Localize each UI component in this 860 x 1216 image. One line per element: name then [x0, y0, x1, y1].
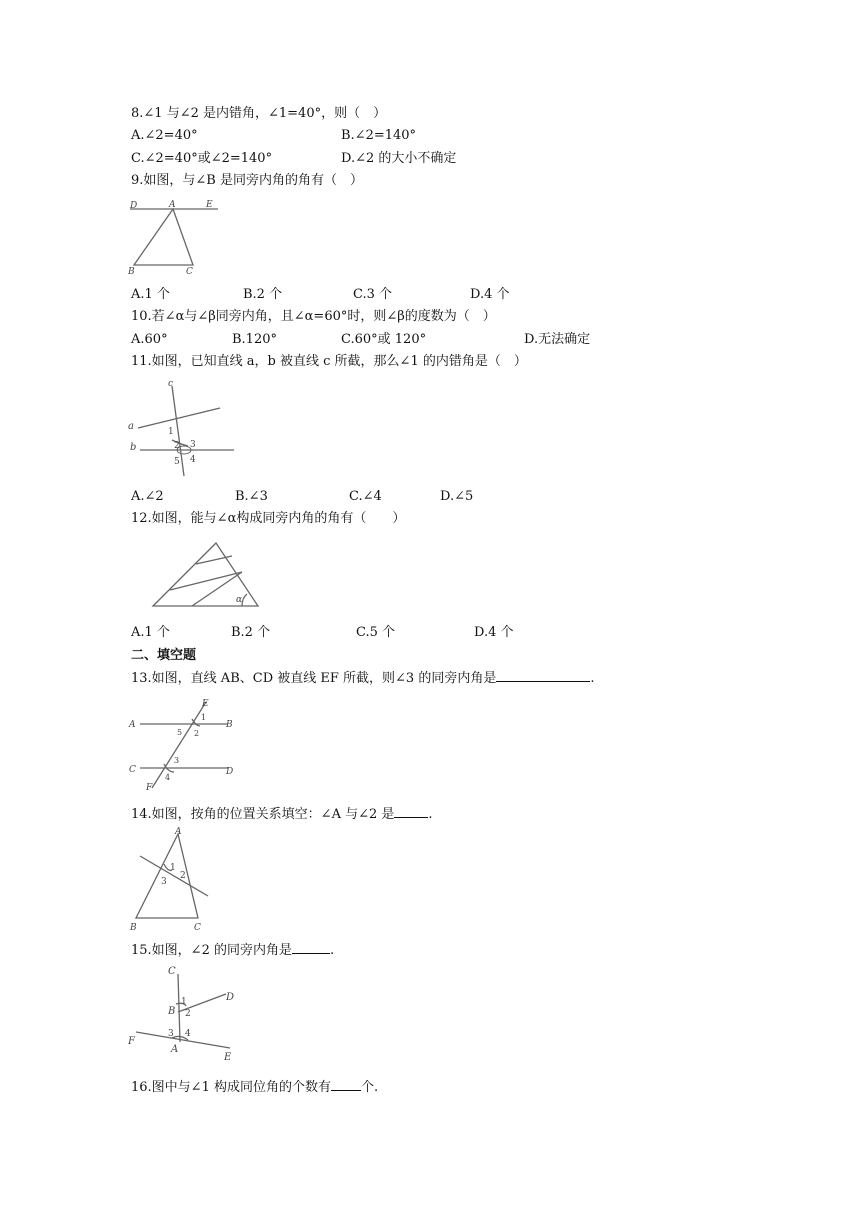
- q14-triangle-abc: [136, 834, 198, 918]
- q12-option-b: B.2 个: [231, 625, 271, 640]
- q12-option-c: C.5 个: [356, 625, 396, 640]
- q11-label-b: b: [130, 442, 137, 453]
- q11-option-b: B.∠3: [235, 489, 268, 504]
- q13-label-f: F: [146, 783, 153, 793]
- q15-line-ca: [178, 974, 180, 1042]
- q14-label-a: A: [175, 827, 182, 837]
- q9-stem: 9.如图，与∠B 是同旁内角的角有（ ）: [131, 173, 363, 188]
- q13-stem-text: 13.如图，直线 AB、CD 被直线 EF 所截，则∠3 的同旁内角是: [131, 671, 497, 686]
- q13-transversal-figure: [128, 696, 236, 792]
- q11-label-3: 3: [190, 440, 196, 450]
- q8-option-a: A.∠2=40°: [131, 128, 198, 143]
- q12-lower-parallel: [170, 572, 242, 590]
- q9-label-e: E: [206, 200, 213, 210]
- q13-line-ef: [152, 702, 206, 788]
- q10-option-c: C.60°或 120°: [341, 332, 427, 347]
- q14-answer-blank[interactable]: [394, 805, 428, 818]
- q15-line-fe: [136, 1032, 230, 1048]
- q10-option-a: A.60°: [131, 332, 168, 347]
- q12-triangle-figure: [150, 540, 262, 610]
- q10-option-b: B.120°: [232, 332, 277, 347]
- q15-label-f: F: [128, 1036, 135, 1047]
- q14-label-3: 3: [161, 877, 167, 887]
- q12-label-alpha: α: [236, 595, 243, 605]
- q14-stem: [131, 805, 433, 824]
- q9-triangle-figure: [128, 198, 228, 278]
- q11-label-4: 4: [190, 455, 196, 465]
- q13-stem: [131, 669, 594, 688]
- q14-stem-text: 14.如图，按角的位置关系填空：∠A 与∠2 是: [131, 807, 395, 822]
- q13-label-e: E: [202, 699, 209, 709]
- q9-label-b: B: [128, 267, 135, 277]
- q13-label-c: C: [129, 765, 136, 775]
- q15-stem: [131, 941, 334, 960]
- q11-stem: 11.如图，已知直线 a，b 被直线 c 所截，那么∠1 的内错角是（ ）: [131, 354, 527, 369]
- q16-answer-blank[interactable]: [331, 1078, 361, 1091]
- q15-answer-blank[interactable]: [292, 941, 330, 954]
- q14-label-b: B: [130, 923, 137, 933]
- q12-inner-segment: [192, 572, 242, 606]
- q9-option-c: C.3 个: [353, 287, 393, 302]
- q13-label-b: B: [226, 720, 233, 730]
- q13-label-2: 2: [194, 729, 200, 738]
- q11-transversal-figure: [128, 378, 236, 480]
- q9-label-d: D: [130, 201, 138, 211]
- q15-label-1: 1: [181, 997, 187, 1007]
- q13-label-3: 3: [174, 756, 180, 765]
- q13-label-1: 1: [201, 713, 207, 722]
- q11-option-d: D.∠5: [440, 489, 474, 504]
- q9-option-b: B.2 个: [243, 287, 283, 302]
- q16-stem: [131, 1078, 378, 1097]
- q15-label-e: E: [224, 1052, 232, 1063]
- q8-option-d: D.∠2 的大小不确定: [341, 151, 457, 166]
- q15-label-3: 3: [168, 1029, 174, 1039]
- q8-stem: 8.∠1 与∠2 是内错角，∠1=40°，则（ ）: [131, 106, 387, 121]
- q13-label-5: 5: [177, 728, 183, 737]
- q12-option-d: D.4 个: [474, 625, 514, 640]
- q9-label-a: A: [169, 200, 176, 210]
- q12-stem: 12.如图，能与∠α构成同旁内角的角有（ ）: [131, 511, 406, 526]
- q15-stem-text: 15.如图，∠2 的同旁内角是: [131, 943, 292, 958]
- q15-label-c: C: [168, 966, 176, 977]
- q15-label-d: D: [226, 992, 235, 1003]
- q13-label-d: D: [226, 767, 234, 777]
- q15-label-4: 4: [185, 1029, 191, 1039]
- q11-label-5: 5: [174, 457, 180, 467]
- q14-stem-end: .: [428, 807, 433, 822]
- q13-stem-end: .: [590, 671, 595, 686]
- q14-label-1: 1: [170, 863, 176, 873]
- q14-triangle-figure: [128, 826, 218, 934]
- q9-option-a: A.1 个: [131, 287, 170, 302]
- q14-label-2: 2: [180, 871, 186, 881]
- q9-option-d: D.4 个: [470, 287, 510, 302]
- q11-line-a: [138, 408, 220, 428]
- q10-stem: 10.若∠α与∠β同旁内角，且∠α=60°时，则∠β的度数为（ ）: [131, 309, 496, 324]
- q14-label-c: C: [194, 923, 201, 933]
- q12-option-a: A.1 个: [131, 625, 170, 640]
- q11-label-1: 1: [168, 427, 174, 437]
- q11-option-c: C.∠4: [349, 489, 382, 504]
- q11-label-a: a: [128, 421, 134, 432]
- q15-label-b: B: [168, 1006, 176, 1017]
- q13-label-4: 4: [165, 773, 171, 782]
- q9-label-c: C: [186, 267, 193, 277]
- q16-stem-text: 16.图中与∠1 构成同位角的个数有: [131, 1080, 331, 1095]
- q8-option-c: C.∠2=40°或∠2=140°: [131, 151, 273, 166]
- q9-triangle-abc: [134, 209, 193, 265]
- q16-stem-end: 个.: [360, 1080, 379, 1095]
- q11-option-a: A.∠2: [131, 489, 164, 504]
- q12-alpha-arc: [242, 594, 247, 606]
- section-fill-in-blank-title: 二、填空题: [131, 648, 197, 663]
- q10-option-d: D.无法确定: [524, 332, 591, 347]
- q15-angle-figure: [128, 962, 240, 1066]
- q11-label-2: 2: [174, 441, 180, 451]
- q13-label-a: A: [129, 720, 136, 730]
- q11-label-c: c: [168, 379, 174, 389]
- q15-stem-end: .: [329, 943, 335, 958]
- q15-label-2: 2: [185, 1009, 191, 1019]
- q15-label-a: A: [171, 1044, 179, 1055]
- q8-option-b: B.∠2=140°: [341, 128, 417, 143]
- q13-answer-blank[interactable]: [496, 669, 590, 682]
